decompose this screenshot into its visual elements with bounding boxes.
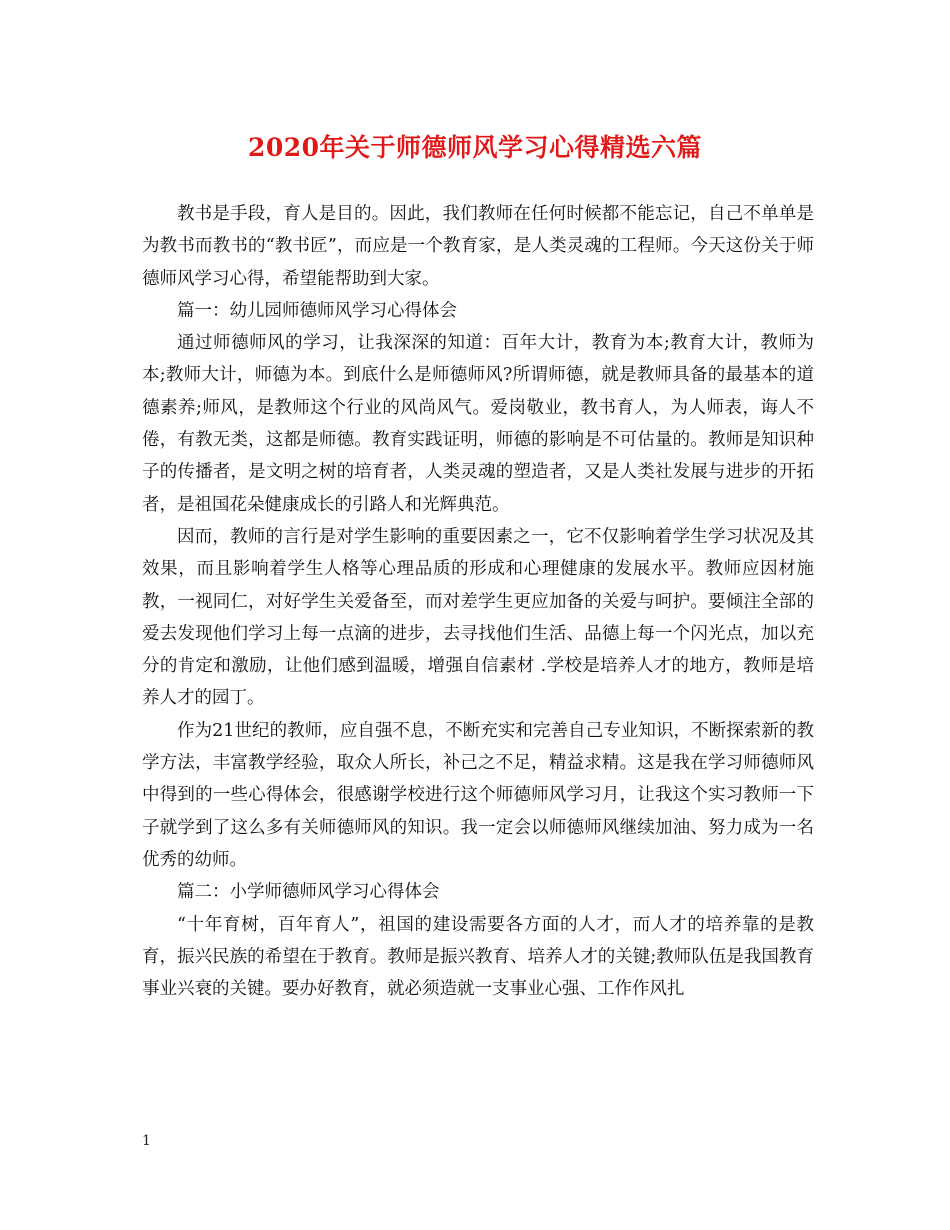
document-body	[142, 198, 814, 1005]
body-paragraph: 作为21世纪的教师，应自强不息，不断充实和完善自己专业知识，不断探索新的教学方法，丰富教学经验，取众人所长，补己之不足，精益求精。这是我在学习师德师风中得到的一些心得体会，很感谢学校进行这个师德师风学习月，让我这个实习教师一下子就学到了这么多有关师德师风的知识。我一定会以师德师风继续加油、努力成为一名优秀的幼师。	[142, 720, 814, 870]
section-heading-2: 篇二：小学师德师风学习心得体会	[177, 882, 440, 903]
document-title: 2020年关于师德师风学习心得精选六篇	[247, 133, 703, 162]
page-number: 1	[142, 1133, 151, 1149]
body-paragraph: 因而，教师的言行是对学生影响的重要因素之一，它不仅影响着学生学习状况及其效果，而且影响着学生人格等心理品质的形成和心理健康的发展水平。教师应因材施教，一视同仁，对好学生关爱备至，而对差学生更应加备的关爱与呵护。要倾注全部的爱去发现他们学习上每一点滴的进步，去寻找他们生活、品德上每一个闪光点，加以充分的肯定和激励，让他们感到温暖，增强自信素材 .学校是培养人才的地方，教师是培养人才的园丁。	[142, 526, 814, 709]
body-paragraph: 通过师德师风的学习，让我深深的知道：百年大计，教育为本;教育大计，教师为本;教师大计，师德为本。到底什么是师德师风?所谓师德，就是教师具备的最基本的道德素养;师风，是教师这个行业的风尚风气。爱岗敬业，教书育人，为人师表，诲人不倦，有教无类，这都是师德。教育实践证明，师德的影响是不可估量的。教师是知识种子的传播者，是文明之树的培育者，人类灵魂的塑造者，又是人类社发展与进步的开拓者，是祖国花朵健康成长的引路人和光辉典范。	[142, 333, 814, 515]
section-heading-1: 篇一：幼儿园师德师风学习心得体会	[177, 300, 457, 321]
body-paragraph: “十年育树，百年育人”，祖国的建设需要各方面的人才，而人才的培养靠的是教育，振兴民族的希望在于教育。教师是振兴教育、培养人才的关键;教师队伍是我国教育事业兴衰的关键。要办好教育，就必须造就一支事业心强、工作作风扎	[142, 914, 814, 1000]
intro-paragraph: 教书是手段，育人是目的。因此，我们教师在任何时候都不能忘记，自己不单单是为教书而教书的“教书匠”，而应是一个教育家，是人类灵魂的工程师。今天这份关于师德师风学习心得，希望能帮助到大家。	[142, 204, 814, 289]
